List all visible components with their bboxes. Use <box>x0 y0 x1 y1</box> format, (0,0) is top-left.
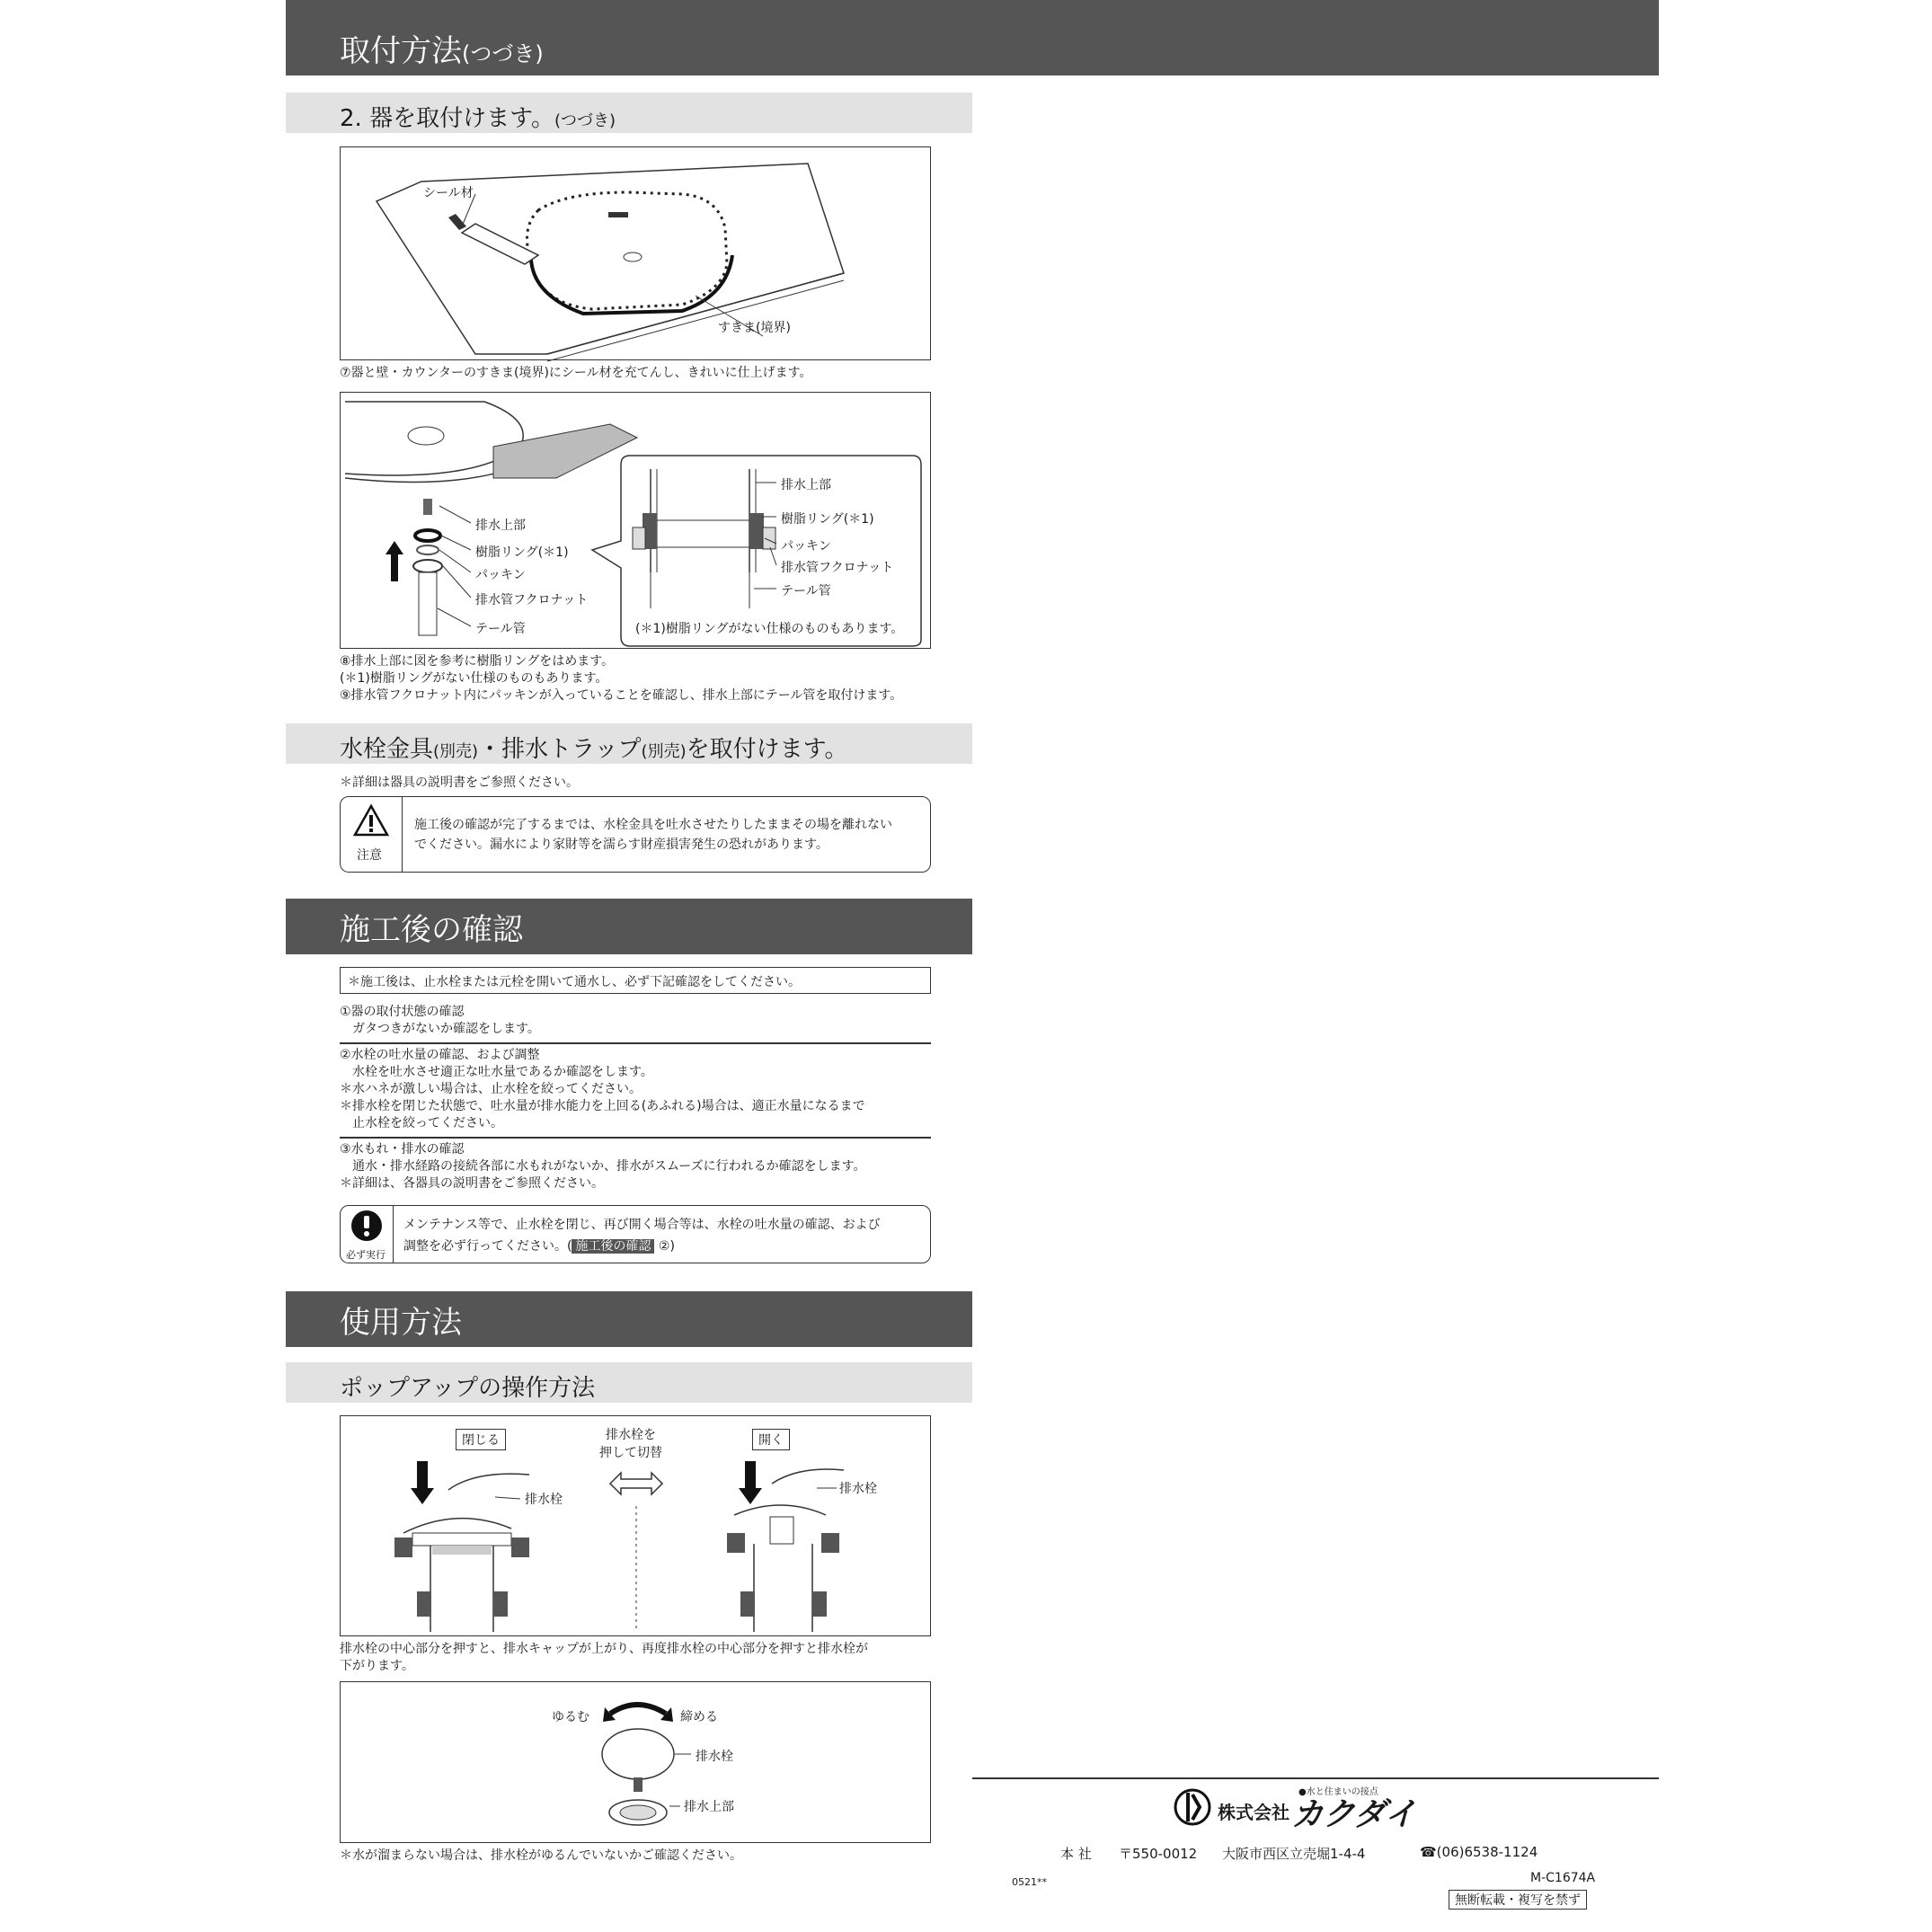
caution-icon-cell <box>341 797 403 872</box>
footer-phone: ☎(06)6538-1124 <box>1420 1844 1538 1860</box>
figure-stopper-removal <box>340 1681 931 1843</box>
left-label-resin-ring: 樹脂リング(＊1) <box>475 545 569 560</box>
divider-2 <box>340 1137 931 1139</box>
popup-caption-1: 排水栓の中心部分を押すと、排水キャップが上がり、再度排水栓の中心部分を押すと排水栓が <box>340 1642 868 1656</box>
step2-band <box>286 93 972 133</box>
check-item2-line2: ＊水ハネが激しい場合は、止水栓を絞ってください。 <box>340 1082 642 1096</box>
check-intro-box <box>340 967 931 994</box>
stopper-removal-illustration <box>341 1682 932 1844</box>
right-label-resin-ring: 樹脂リング(＊1) <box>781 512 874 527</box>
footer-address: 大阪市西区立売堀1-4-4 <box>1222 1846 1366 1862</box>
footer-rule <box>972 1777 1659 1779</box>
page-title: 取付方法(つづき) <box>340 33 544 69</box>
caution-line-2: でください。漏水により家財等を濡らす財産損害発生の恐れがあります。 <box>414 837 829 852</box>
faucet-note: ＊詳細は器具の説明書をご参照ください。 <box>340 775 579 790</box>
must-box <box>340 1205 931 1263</box>
center-line-2: 押して切替 <box>599 1446 662 1460</box>
caution-line-1: 施工後の確認が完了するまでは、水栓金具を吐水させたりしたままその場を離れない <box>414 818 892 832</box>
counter-basin-illustration <box>341 147 932 361</box>
close-label: 閉じる <box>456 1429 506 1450</box>
stopper-left-label: 排水栓 <box>525 1493 563 1507</box>
caption-9: ⑨排水管フクロナット内にパッキンが入っていることを確認し、排水上部にテール管を取付けます。 <box>340 688 903 703</box>
company-prefix: 株式会社 <box>1218 1802 1289 1823</box>
header-band <box>286 0 1659 75</box>
footer-postal: 〒550-0012 <box>1119 1846 1198 1862</box>
figure-footnote: (＊1)樹脂リングがない仕様のものもあります。 <box>635 622 904 636</box>
footer-code-left: 0521** <box>1012 1876 1047 1888</box>
check-item2-title: ②水栓の吐水量の確認、および調整 <box>340 1048 540 1062</box>
label-gap: すきま(境界) <box>718 321 791 335</box>
left-label-packing: パッキン <box>475 568 526 582</box>
must-label: 必ず実行 <box>346 1249 386 1261</box>
bottom-note: ＊水が溜まらない場合は、排水栓がゆるんでいないかご確認ください。 <box>340 1848 742 1863</box>
kakudai-logo-icon <box>1173 1787 1212 1827</box>
warning-icon <box>341 797 402 851</box>
stopper-right-label: 排水栓 <box>839 1482 877 1496</box>
usage-band <box>286 1291 972 1347</box>
check-title: 施工後の確認 <box>340 912 523 948</box>
check-item1-title: ①器の取付状態の確認 <box>340 1005 465 1019</box>
popup-title: ポップアップの操作方法 <box>340 1375 596 1402</box>
check-item2-line1: 水栓を吐水させ適正な吐水量であるか確認をします。 <box>352 1065 653 1079</box>
company-logo <box>1173 1784 1460 1833</box>
popup-caption-2: 下がります。 <box>340 1659 414 1673</box>
caption-7: ⑦器と壁・カウンターのすきま(境界)にシール材を充てんし、きれいに仕上げます。 <box>340 366 812 380</box>
caption-8-note: (＊1)樹脂リングがない仕様のものもあります。 <box>340 671 608 686</box>
right-label-tail-pipe: テール管 <box>781 584 831 598</box>
figure-popup <box>340 1415 931 1636</box>
check-item2-line3: ＊排水栓を閉じた状態で、吐水量が排水能力を上回る(あふれる)場合は、適正水量になるまで <box>340 1099 865 1113</box>
left-label-nut: 排水管フクロナット <box>475 593 589 607</box>
caution-box <box>340 796 931 873</box>
check-item1-line1: ガタつきがないか確認をします。 <box>352 1022 540 1036</box>
check-intro: ＊施工後は、止水栓または元栓を開いて通水し、必ず下記確認をしてください。 <box>348 975 801 989</box>
faucet-band <box>286 723 972 764</box>
right-label-nut: 排水管フクロナット <box>781 561 894 575</box>
label-seal: シール材 <box>423 186 474 200</box>
exclamation-icon <box>341 1206 393 1251</box>
divider-1 <box>340 1042 931 1044</box>
caution-label: 注意 <box>357 848 382 863</box>
company-name: カクダイ <box>1291 1796 1416 1833</box>
check-item2-line4: 止水栓を絞ってください。 <box>352 1116 503 1130</box>
figure-seal <box>340 146 931 360</box>
figure-drain-assembly <box>340 392 931 649</box>
must-line-2: 調整を必ず行ってください。( 施工後の確認 ②) <box>403 1239 675 1254</box>
center-line-1: 排水栓を <box>606 1428 656 1442</box>
check-item3-title: ③水もれ・排水の確認 <box>340 1142 465 1157</box>
popup-band <box>286 1362 972 1403</box>
check-reference-badge: 施工後の確認 <box>572 1239 654 1254</box>
left-label-drain-top: 排水上部 <box>475 518 526 533</box>
stopper-bottom-label: 排水栓 <box>696 1750 733 1764</box>
right-label-drain-top: 排水上部 <box>781 478 831 492</box>
caption-8: ⑧排水上部に図を参考に樹脂リングをはめます。 <box>340 654 615 669</box>
footer-notice: 無断転載・複写を禁ず <box>1449 1890 1587 1910</box>
check-item3-line1: 通水・排水経路の接続各部に水もれがないか、排水がスムーズに行われるか確認をします。 <box>352 1159 866 1174</box>
drain-top-label: 排水上部 <box>684 1800 734 1814</box>
must-icon-cell <box>341 1206 394 1263</box>
footer-hq: 本 社 <box>1060 1846 1092 1862</box>
company-tagline: ●水と住まいの接点 <box>1298 1787 1378 1797</box>
loosen-label: ゆるむ <box>552 1710 589 1724</box>
left-label-tail-pipe: テール管 <box>475 622 526 636</box>
tighten-label: 締める <box>680 1710 718 1724</box>
open-label: 開く <box>752 1429 790 1450</box>
step2-title: 2. 器を取付けます。(つづき) <box>340 105 616 132</box>
footer-model: M-C1674A <box>1530 1871 1596 1885</box>
right-label-packing: パッキン <box>781 539 831 554</box>
usage-title: 使用方法 <box>340 1305 462 1341</box>
check-item3-line2: ＊詳細は、各器具の説明書をご参照ください。 <box>340 1176 604 1191</box>
must-line-1: メンテナンス等で、止水栓を閉じ、再び開く場合等は、水栓の吐水量の確認、および <box>403 1218 881 1232</box>
check-band <box>286 899 972 954</box>
faucet-title: 水栓金具(別売)・排水トラップ(別売)を取付けます。 <box>340 736 848 763</box>
